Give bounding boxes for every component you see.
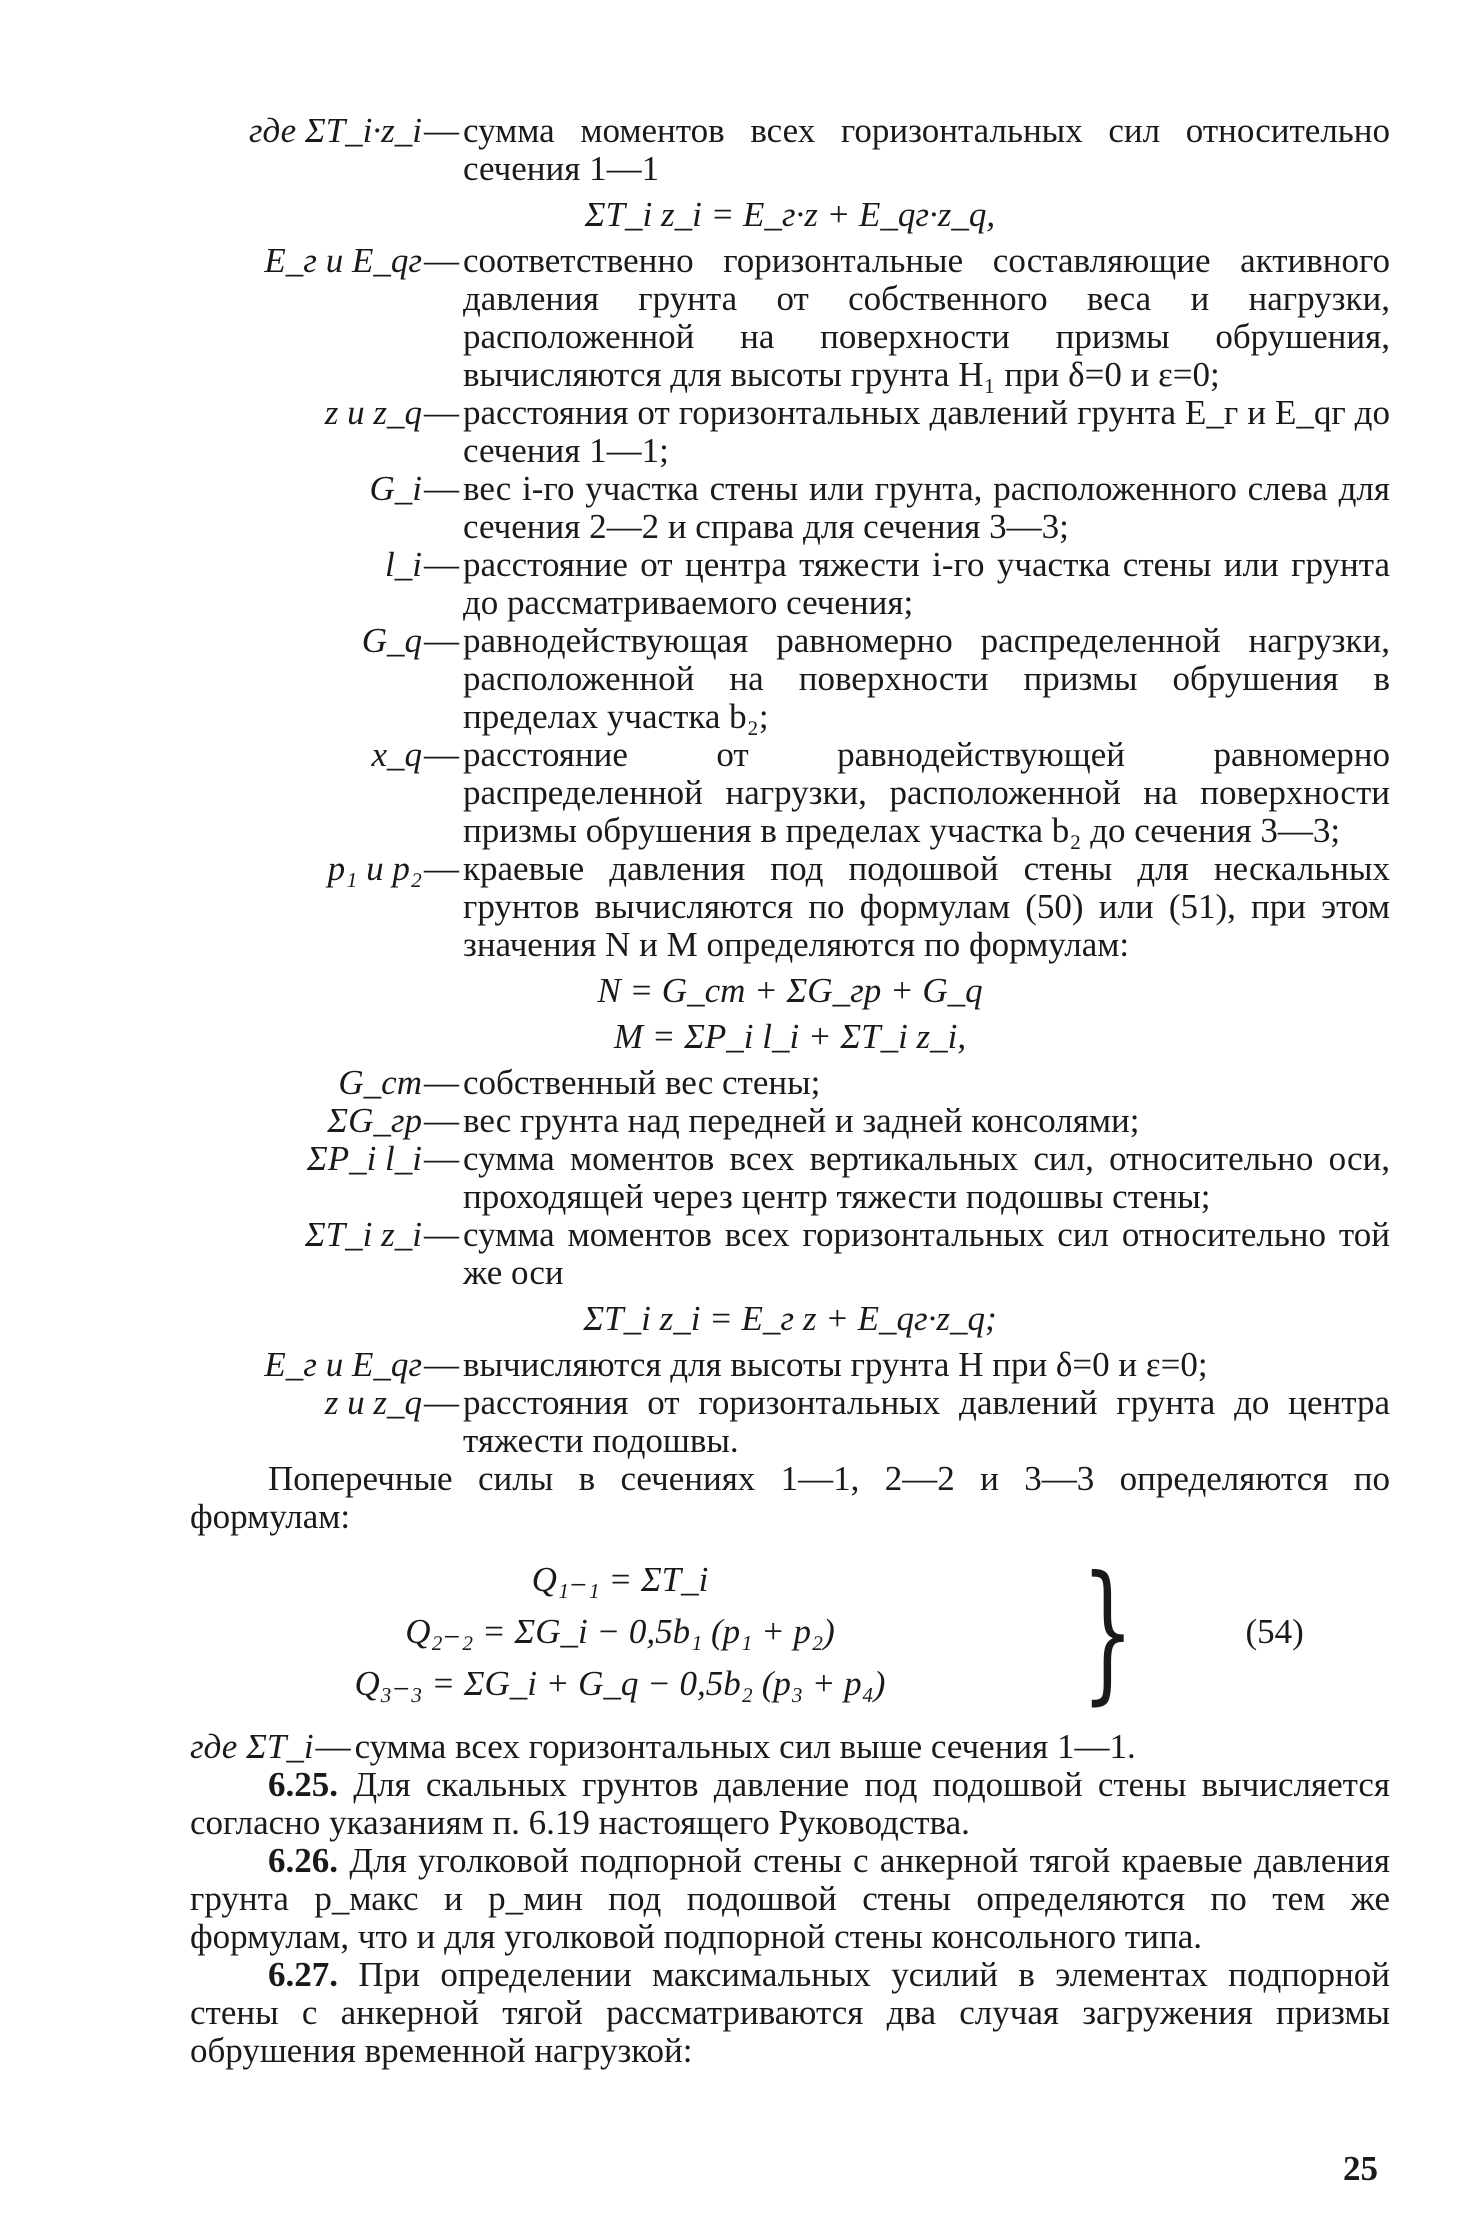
definition-row: E_г и E_qг — соответственно горизонтальные составляющие активного давления грунта от собственного веса и нагрузки, расположенной на поверхности призмы обрушения, вычисляются для высоты грунта H₁ при δ=0 и ε=0; — [190, 242, 1390, 394]
definition-row: l_i — расстояние от центра тяжести i-го участка стены или грунта до рассматриваемого сечения; — [190, 546, 1390, 622]
paragraph-number: 6.25. — [268, 1765, 338, 1804]
paragraph-text: Для скальных грунтов давление под подошвой стены вычисляется согласно указаниям п. 6.19 настоящего Руководства. — [190, 1765, 1391, 1842]
paragraph-6-27 — [190, 1956, 1390, 2070]
definition-text: расстояния от горизонтальных давлений грунта до центра тяжести подошвы. — [463, 1383, 1390, 1460]
definition-dash: — — [424, 111, 459, 150]
definition-term: x_q — [371, 735, 422, 774]
definition-row: G_i — вес i-го участка стены или грунта, расположенного слева для сечения 2—2 и справа для сечения 3—3; — [190, 470, 1390, 546]
definitions-block-2 — [190, 242, 1390, 964]
definition-term: где ΣT_i·z_i — [248, 111, 422, 150]
definition-term: G_ст — [338, 1063, 422, 1102]
definition-row: p₁ и p₂ — краевые давления под подошвой стены для нескальных грунтов вычисляются по формулам (50) или (51), при этом значения N и M определяются по формулам: — [190, 850, 1390, 964]
definition-text: сумма моментов всех вертикальных сил, относительно оси, проходящей через центр тяжести подошвы стены; — [463, 1139, 1390, 1216]
formula-normal-force: N = G_ст + ΣG_гр + G_q — [597, 971, 983, 1010]
right-brace-icon: } — [1081, 1545, 1134, 1719]
definition-text: расстояние от центра тяжести i-го участка стены или грунта до рассматриваемого сечения; — [463, 545, 1390, 622]
definition-row: G_q — равнодействующая равномерно распределенной нагрузки, расположенной на поверхности призмы обрушения в пределах участка b₂; — [190, 622, 1390, 736]
paragraph-shear-forces: Поперечные силы в сечениях 1—1, 2—2 и 3—3 определяются по формулам: — [190, 1459, 1390, 1536]
definition-term: z и z_q — [324, 1383, 422, 1422]
definition-text: сумма моментов всех горизонтальных сил относительно сечения 1—1 — [463, 111, 1390, 188]
equation-number: (54) — [1245, 1612, 1304, 1651]
paragraph-number: 6.26. — [268, 1841, 338, 1880]
definition-term: G_i — [369, 469, 422, 508]
definition-row: z и z_q — расстояния от горизонтальных давлений грунта E_г и E_qг до сечения 1—1; — [190, 394, 1390, 470]
definition-text: соответственно горизонтальные составляющие активного давления грунта от собственного веса и нагрузки, расположенной на поверхности призмы обрушения, вычисляются для высоты грунта H₁ при δ=0 и ε=0; — [463, 241, 1390, 394]
formula-sum-moments: ΣT_i z_i = E_г·z + E_qг·z_q, — [584, 195, 996, 234]
definition-text: сумма всех горизонтальных сил выше сечения 1—1. — [354, 1727, 1136, 1766]
equation-line: Q₂₋₂ = ΣG_i − 0,5b₁ (p₁ + p₂) — [405, 1612, 835, 1651]
definition-text: вес i-го участка стены или грунта, расположенного слева для сечения 2—2 и справа для сечения 3—3; — [463, 469, 1390, 546]
definition-row: E_г и E_qг — вычисляются для высоты грунта H при δ=0 и ε=0; — [190, 1346, 1390, 1384]
definition-term: ΣG_гр — [327, 1101, 422, 1140]
definition-term: ΣP_i l_i — [306, 1139, 422, 1178]
formula-moment: M = ΣP_i l_i + ΣT_i z_i, — [613, 1017, 967, 1056]
definition-row: ΣT_i z_i — сумма моментов всех горизонтальных сил относительно той же оси — [190, 1216, 1390, 1292]
definition-term: G_q — [361, 621, 422, 660]
equation-line: Q₃₋₃ = ΣG_i + G_q − 0,5b₂ (p₃ + p₄) — [354, 1664, 886, 1703]
definition-row: x_q — расстояние от равнодействующей равномерно распределенной нагрузки, расположенной на поверхности призмы обрушения в пределах участка b₂ до сечения 3—3; — [190, 736, 1390, 850]
formula-sum-moments-base: ΣT_i z_i = E_г z + E_qг·z_q; — [583, 1299, 997, 1338]
definition-text: равнодействующая равномерно распределенной нагрузки, расположенной на поверхности призмы обрушения в пределах участка b₂; — [463, 621, 1390, 736]
equation-system-54 — [190, 1545, 1390, 1719]
definition-term: l_i — [385, 545, 422, 584]
definition-row — [190, 112, 1390, 188]
definition-text: сумма моментов всех горизонтальных сил относительно той же оси — [463, 1215, 1390, 1292]
definition-text: вычисляются для высоты грунта H при δ=0 и ε=0; — [463, 1345, 1208, 1384]
definitions-block-4 — [190, 1346, 1390, 1460]
paragraph-text: Для уголковой подпорной стены с анкерной тягой краевые давления грунта p_макс и p_мин под подошвой стены определяются по тем же формулам, что и для уголковой подпорной стены консольного типа. — [190, 1841, 1390, 1956]
paragraph-6-26 — [190, 1842, 1390, 1956]
definition-row: G_ст — собственный вес стены; — [190, 1064, 1390, 1102]
definition-term: E_г и E_qг — [264, 241, 422, 280]
where-line: где ΣT_i — сумма всех горизонтальных сил выше сечения 1—1. — [190, 1728, 1390, 1766]
paragraph-number: 6.27. — [268, 1955, 338, 1994]
definition-row: ΣG_гр — вес грунта над передней и задней консолями; — [190, 1102, 1390, 1140]
page-body — [190, 112, 1390, 2070]
definition-term: z и z_q — [324, 393, 422, 432]
definition-term: ΣT_i z_i — [304, 1215, 422, 1254]
definition-text: вес грунта над передней и задней консолями; — [463, 1101, 1140, 1140]
definition-term: E_г и E_qг — [264, 1345, 422, 1384]
definitions-block-1 — [190, 112, 1390, 188]
definition-row: ΣP_i l_i — сумма моментов всех вертикальных сил, относительно оси, проходящей через центр тяжести подошвы стены; — [190, 1140, 1390, 1216]
paragraph-6-25 — [190, 1766, 1390, 1842]
definition-text: краевые давления под подошвой стены для нескальных грунтов вычисляются по формулам (50) или (51), при этом значения N и M определяются по формулам: — [463, 849, 1390, 964]
definition-row: z и z_q — расстояния от горизонтальных давлений грунта до центра тяжести подошвы. — [190, 1384, 1390, 1460]
definitions-block-3 — [190, 1064, 1390, 1292]
definition-text: расстояния от горизонтальных давлений грунта E_г и E_qг до сечения 1—1; — [463, 393, 1390, 470]
equation-line: Q₁₋₁ = ΣT_i — [531, 1560, 709, 1599]
definition-text: расстояние от равнодействующей равномерно распределенной нагрузки, расположенной на поверхности призмы обрушения в пределах участка b₂ до сечения 3—3; — [463, 735, 1390, 850]
equation-lines — [190, 1554, 1050, 1710]
page-number: 25 — [1343, 2149, 1378, 2188]
definition-text: собственный вес стены; — [463, 1063, 821, 1102]
paragraph-text: При определении максимальных усилий в элементах подпорной стены с анкерной тягой рассматриваются два случая загружения призмы обрушения временной нагрузкой: — [190, 1955, 1390, 2070]
definition-term: p₁ и p₂ — [327, 849, 422, 888]
definition-term: где ΣT_i — [190, 1727, 314, 1766]
